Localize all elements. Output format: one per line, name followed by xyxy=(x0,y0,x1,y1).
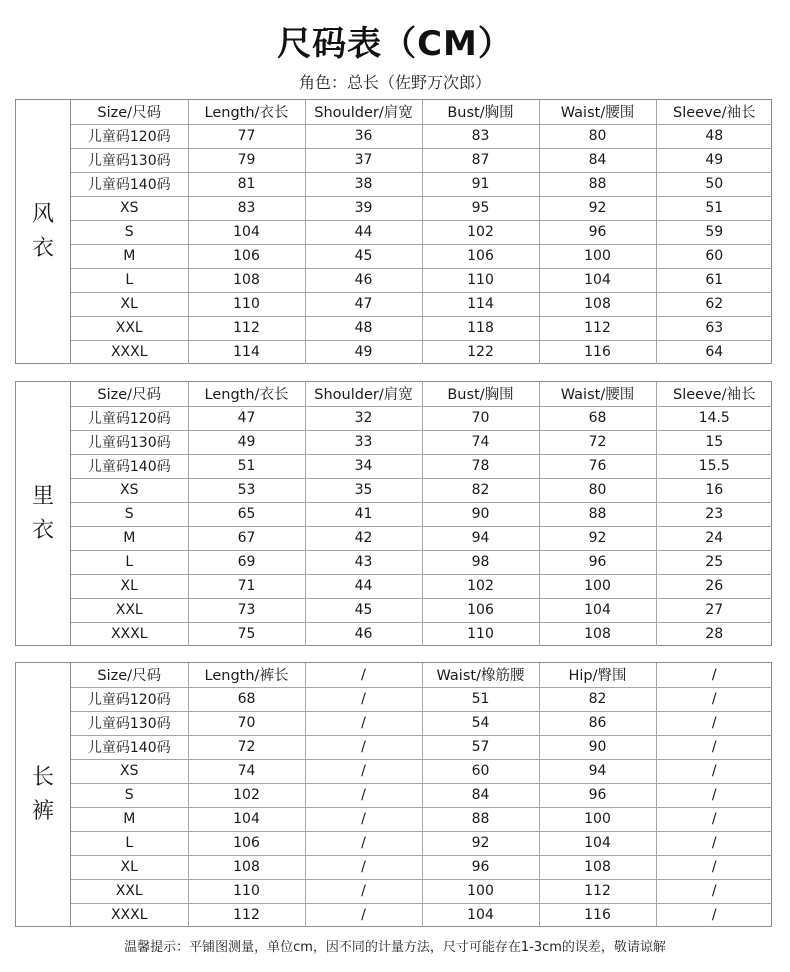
measurement-cell: 82 xyxy=(539,687,656,711)
size-cell: M xyxy=(71,807,188,831)
table-row xyxy=(71,622,772,646)
measurement-cell: 108 xyxy=(539,855,656,879)
measurement-cell: 106 xyxy=(188,244,305,268)
measurement-cell: 86 xyxy=(539,711,656,735)
table-row xyxy=(71,711,772,735)
measurement-cell: / xyxy=(656,855,772,879)
measurement-cell: 71 xyxy=(188,574,305,598)
table-row xyxy=(71,148,772,172)
measurement-cell: 81 xyxy=(188,172,305,196)
column-header: Bust/胸围 xyxy=(422,100,539,124)
measurement-cell: 95 xyxy=(422,196,539,220)
measurement-cell: 102 xyxy=(188,783,305,807)
measurement-cell: 74 xyxy=(188,759,305,783)
measurement-cell: 84 xyxy=(422,783,539,807)
measurement-cell: 63 xyxy=(656,316,772,340)
table-row xyxy=(71,879,772,903)
measurement-cell: 110 xyxy=(188,292,305,316)
section-label-char: 衣 xyxy=(31,517,54,543)
measurement-cell: 110 xyxy=(188,879,305,903)
measurement-cell: 80 xyxy=(539,124,656,148)
measurement-cell: / xyxy=(305,711,422,735)
measurement-cell: 72 xyxy=(539,430,656,454)
measurement-note: 温馨提示：平铺图测量，单位cm，因不同的计量方法，尺寸可能存在1-3cm的误差，敬请谅解 xyxy=(124,940,666,955)
size-table-coat xyxy=(15,99,772,364)
table-row xyxy=(71,759,772,783)
measurement-cell: 14.5 xyxy=(656,406,772,430)
measurement-cell: 112 xyxy=(188,903,305,927)
size-cell: 儿童码120码 xyxy=(71,406,188,430)
column-header: / xyxy=(305,663,422,687)
measurement-cell: 45 xyxy=(305,244,422,268)
measurement-cell: 36 xyxy=(305,124,422,148)
size-cell: 儿童码130码 xyxy=(71,711,188,735)
measurement-cell: 27 xyxy=(656,598,772,622)
size-cell: L xyxy=(71,831,188,855)
size-grid xyxy=(71,663,772,927)
measurement-cell: 122 xyxy=(422,340,539,364)
table-row xyxy=(71,687,772,711)
measurement-cell: 34 xyxy=(305,454,422,478)
measurement-cell: 76 xyxy=(539,454,656,478)
table-row xyxy=(71,783,772,807)
section-label-char: 裤 xyxy=(31,798,54,824)
measurement-cell: 102 xyxy=(422,220,539,244)
table-row xyxy=(71,831,772,855)
measurement-cell: / xyxy=(656,879,772,903)
table-row xyxy=(71,574,772,598)
measurement-cell: 94 xyxy=(539,759,656,783)
measurement-cell: 80 xyxy=(539,478,656,502)
table-row xyxy=(71,124,772,148)
size-cell: XS xyxy=(71,196,188,220)
column-header: Waist/腰围 xyxy=(539,382,656,406)
size-cell: XS xyxy=(71,759,188,783)
size-grid xyxy=(71,382,772,646)
measurement-cell: 67 xyxy=(188,526,305,550)
measurement-cell: 45 xyxy=(305,598,422,622)
size-cell: S xyxy=(71,220,188,244)
measurement-cell: / xyxy=(305,687,422,711)
measurement-cell: 83 xyxy=(422,124,539,148)
measurement-cell: 75 xyxy=(188,622,305,646)
section-label xyxy=(16,382,71,645)
measurement-cell: 106 xyxy=(422,598,539,622)
measurement-cell: 104 xyxy=(188,807,305,831)
header-row xyxy=(71,663,772,687)
measurement-cell: / xyxy=(305,807,422,831)
measurement-cell: 69 xyxy=(188,550,305,574)
size-cell: 儿童码140码 xyxy=(71,735,188,759)
size-cell: L xyxy=(71,550,188,574)
measurement-cell: 37 xyxy=(305,148,422,172)
measurement-cell: 26 xyxy=(656,574,772,598)
measurement-cell: / xyxy=(656,687,772,711)
section-label-char: 里 xyxy=(31,483,54,509)
size-cell: 儿童码140码 xyxy=(71,172,188,196)
section-label-char: 风 xyxy=(31,201,54,227)
measurement-cell: 49 xyxy=(656,148,772,172)
measurement-cell: 15.5 xyxy=(656,454,772,478)
section-label xyxy=(16,100,71,363)
column-header: Length/裤长 xyxy=(188,663,305,687)
measurement-cell: / xyxy=(656,903,772,927)
measurement-cell: 96 xyxy=(539,550,656,574)
measurement-cell: 104 xyxy=(539,598,656,622)
measurement-cell: 60 xyxy=(656,244,772,268)
header-row xyxy=(71,100,772,124)
measurement-cell: / xyxy=(656,783,772,807)
size-cell: 儿童码120码 xyxy=(71,124,188,148)
header-row xyxy=(71,382,772,406)
size-table-pants xyxy=(15,662,772,927)
table-row xyxy=(71,598,772,622)
table-row xyxy=(71,903,772,927)
measurement-cell: 73 xyxy=(188,598,305,622)
measurement-cell: 49 xyxy=(188,430,305,454)
table-row xyxy=(71,430,772,454)
table-row xyxy=(71,855,772,879)
size-cell: 儿童码130码 xyxy=(71,430,188,454)
column-header: Shoulder/肩宽 xyxy=(305,100,422,124)
measurement-cell: 104 xyxy=(539,831,656,855)
column-header: Size/尺码 xyxy=(71,663,188,687)
column-header: Hip/臀围 xyxy=(539,663,656,687)
measurement-cell: 104 xyxy=(539,268,656,292)
measurement-cell: 65 xyxy=(188,502,305,526)
measurement-cell: 24 xyxy=(656,526,772,550)
measurement-cell: 88 xyxy=(539,502,656,526)
column-header: Length/衣长 xyxy=(188,382,305,406)
measurement-cell: / xyxy=(305,879,422,903)
size-cell: XXXL xyxy=(71,622,188,646)
measurement-cell: 94 xyxy=(422,526,539,550)
measurement-cell: 62 xyxy=(656,292,772,316)
measurement-cell: 61 xyxy=(656,268,772,292)
measurement-cell: 91 xyxy=(422,172,539,196)
measurement-cell: 68 xyxy=(539,406,656,430)
column-header: Bust/胸围 xyxy=(422,382,539,406)
table-row xyxy=(71,244,772,268)
size-cell: 儿童码140码 xyxy=(71,454,188,478)
measurement-cell: 59 xyxy=(656,220,772,244)
measurement-cell: 47 xyxy=(188,406,305,430)
size-cell: XXL xyxy=(71,879,188,903)
size-cell: XL xyxy=(71,292,188,316)
measurement-cell: 50 xyxy=(656,172,772,196)
measurement-cell: / xyxy=(305,855,422,879)
column-header: Shoulder/肩宽 xyxy=(305,382,422,406)
measurement-cell: 33 xyxy=(305,430,422,454)
table-row xyxy=(71,172,772,196)
measurement-cell: 25 xyxy=(656,550,772,574)
measurement-cell: 78 xyxy=(422,454,539,478)
table-row xyxy=(71,454,772,478)
measurement-cell: 32 xyxy=(305,406,422,430)
measurement-cell: 106 xyxy=(422,244,539,268)
measurement-cell: 108 xyxy=(539,622,656,646)
measurement-cell: 114 xyxy=(188,340,305,364)
measurement-cell: 88 xyxy=(422,807,539,831)
measurement-cell: 41 xyxy=(305,502,422,526)
measurement-cell: 108 xyxy=(188,268,305,292)
size-cell: L xyxy=(71,268,188,292)
measurement-cell: 47 xyxy=(305,292,422,316)
measurement-cell: 96 xyxy=(539,783,656,807)
measurement-cell: 116 xyxy=(539,903,656,927)
table-row xyxy=(71,196,772,220)
table-row xyxy=(71,526,772,550)
measurement-cell: 92 xyxy=(539,196,656,220)
page-title: 尺码表（CM） xyxy=(277,24,513,64)
measurement-cell: 100 xyxy=(422,879,539,903)
measurement-cell: 60 xyxy=(422,759,539,783)
measurement-cell: 44 xyxy=(305,220,422,244)
measurement-cell: 57 xyxy=(422,735,539,759)
table-row xyxy=(71,406,772,430)
table-row xyxy=(71,550,772,574)
measurement-cell: 112 xyxy=(188,316,305,340)
measurement-cell: 104 xyxy=(188,220,305,244)
size-cell: XS xyxy=(71,478,188,502)
size-cell: XXL xyxy=(71,598,188,622)
measurement-cell: 35 xyxy=(305,478,422,502)
size-cell: 儿童码130码 xyxy=(71,148,188,172)
measurement-cell: 92 xyxy=(422,831,539,855)
measurement-cell: 90 xyxy=(422,502,539,526)
measurement-cell: / xyxy=(305,735,422,759)
measurement-cell: / xyxy=(305,783,422,807)
measurement-cell: 83 xyxy=(188,196,305,220)
measurement-cell: / xyxy=(656,831,772,855)
measurement-cell: 43 xyxy=(305,550,422,574)
measurement-cell: 98 xyxy=(422,550,539,574)
measurement-cell: 100 xyxy=(539,244,656,268)
measurement-cell: 46 xyxy=(305,268,422,292)
size-cell: XXL xyxy=(71,316,188,340)
measurement-cell: 48 xyxy=(656,124,772,148)
table-row xyxy=(71,316,772,340)
measurement-cell: 77 xyxy=(188,124,305,148)
table-row xyxy=(71,340,772,364)
column-header: / xyxy=(656,663,772,687)
column-header: Length/衣长 xyxy=(188,100,305,124)
column-header: Size/尺码 xyxy=(71,382,188,406)
measurement-cell: 87 xyxy=(422,148,539,172)
measurement-cell: 118 xyxy=(422,316,539,340)
measurement-cell: 51 xyxy=(188,454,305,478)
measurement-cell: 108 xyxy=(188,855,305,879)
measurement-cell: / xyxy=(305,831,422,855)
measurement-cell: 84 xyxy=(539,148,656,172)
measurement-cell: / xyxy=(656,759,772,783)
column-header: Size/尺码 xyxy=(71,100,188,124)
measurement-cell: 44 xyxy=(305,574,422,598)
measurement-cell: 68 xyxy=(188,687,305,711)
measurement-cell: 39 xyxy=(305,196,422,220)
measurement-cell: 82 xyxy=(422,478,539,502)
measurement-cell: 28 xyxy=(656,622,772,646)
table-row xyxy=(71,807,772,831)
measurement-cell: 64 xyxy=(656,340,772,364)
table-row xyxy=(71,292,772,316)
measurement-cell: 104 xyxy=(422,903,539,927)
measurement-cell: 23 xyxy=(656,502,772,526)
measurement-cell: 16 xyxy=(656,478,772,502)
measurement-cell: 108 xyxy=(539,292,656,316)
size-cell: M xyxy=(71,244,188,268)
measurement-cell: 88 xyxy=(539,172,656,196)
size-cell: 儿童码120码 xyxy=(71,687,188,711)
measurement-cell: 79 xyxy=(188,148,305,172)
measurement-cell: / xyxy=(305,903,422,927)
size-cell: XL xyxy=(71,574,188,598)
column-header: Waist/腰围 xyxy=(539,100,656,124)
measurement-cell: 96 xyxy=(422,855,539,879)
measurement-cell: 110 xyxy=(422,622,539,646)
size-cell: XL xyxy=(71,855,188,879)
column-header: Sleeve/袖长 xyxy=(656,100,772,124)
measurement-cell: 96 xyxy=(539,220,656,244)
measurement-cell: 46 xyxy=(305,622,422,646)
measurement-cell: 48 xyxy=(305,316,422,340)
measurement-cell: 100 xyxy=(539,574,656,598)
table-row xyxy=(71,735,772,759)
measurement-cell: 74 xyxy=(422,430,539,454)
column-header: Waist/橡筋腰 xyxy=(422,663,539,687)
size-cell: XXXL xyxy=(71,340,188,364)
section-label-char: 衣 xyxy=(31,235,54,261)
table-row xyxy=(71,220,772,244)
measurement-cell: 114 xyxy=(422,292,539,316)
size-cell: S xyxy=(71,502,188,526)
measurement-cell: 92 xyxy=(539,526,656,550)
measurement-cell: 51 xyxy=(422,687,539,711)
measurement-cell: / xyxy=(656,711,772,735)
measurement-cell: 100 xyxy=(539,807,656,831)
measurement-cell: 70 xyxy=(422,406,539,430)
measurement-cell: 53 xyxy=(188,478,305,502)
measurement-cell: 54 xyxy=(422,711,539,735)
section-label xyxy=(16,663,71,926)
measurement-cell: 106 xyxy=(188,831,305,855)
table-row xyxy=(71,478,772,502)
measurement-cell: 90 xyxy=(539,735,656,759)
measurement-cell: 15 xyxy=(656,430,772,454)
measurement-cell: 110 xyxy=(422,268,539,292)
table-row xyxy=(71,502,772,526)
size-cell: XXXL xyxy=(71,903,188,927)
measurement-cell: / xyxy=(305,759,422,783)
measurement-cell: 51 xyxy=(656,196,772,220)
character-subtitle: 角色：总长（佐野万次郎） xyxy=(298,73,491,92)
measurement-cell: 72 xyxy=(188,735,305,759)
measurement-cell: 116 xyxy=(539,340,656,364)
size-cell: S xyxy=(71,783,188,807)
measurement-cell: 112 xyxy=(539,879,656,903)
size-table-inner-shirt xyxy=(15,381,772,646)
size-grid xyxy=(71,100,772,364)
measurement-cell: 70 xyxy=(188,711,305,735)
measurement-cell: 38 xyxy=(305,172,422,196)
measurement-cell: 112 xyxy=(539,316,656,340)
measurement-cell: 102 xyxy=(422,574,539,598)
column-header: Sleeve/袖长 xyxy=(656,382,772,406)
section-label-char: 长 xyxy=(31,764,54,790)
table-row xyxy=(71,268,772,292)
measurement-cell: 42 xyxy=(305,526,422,550)
size-cell: M xyxy=(71,526,188,550)
measurement-cell: / xyxy=(656,735,772,759)
measurement-cell: 49 xyxy=(305,340,422,364)
measurement-cell: / xyxy=(656,807,772,831)
